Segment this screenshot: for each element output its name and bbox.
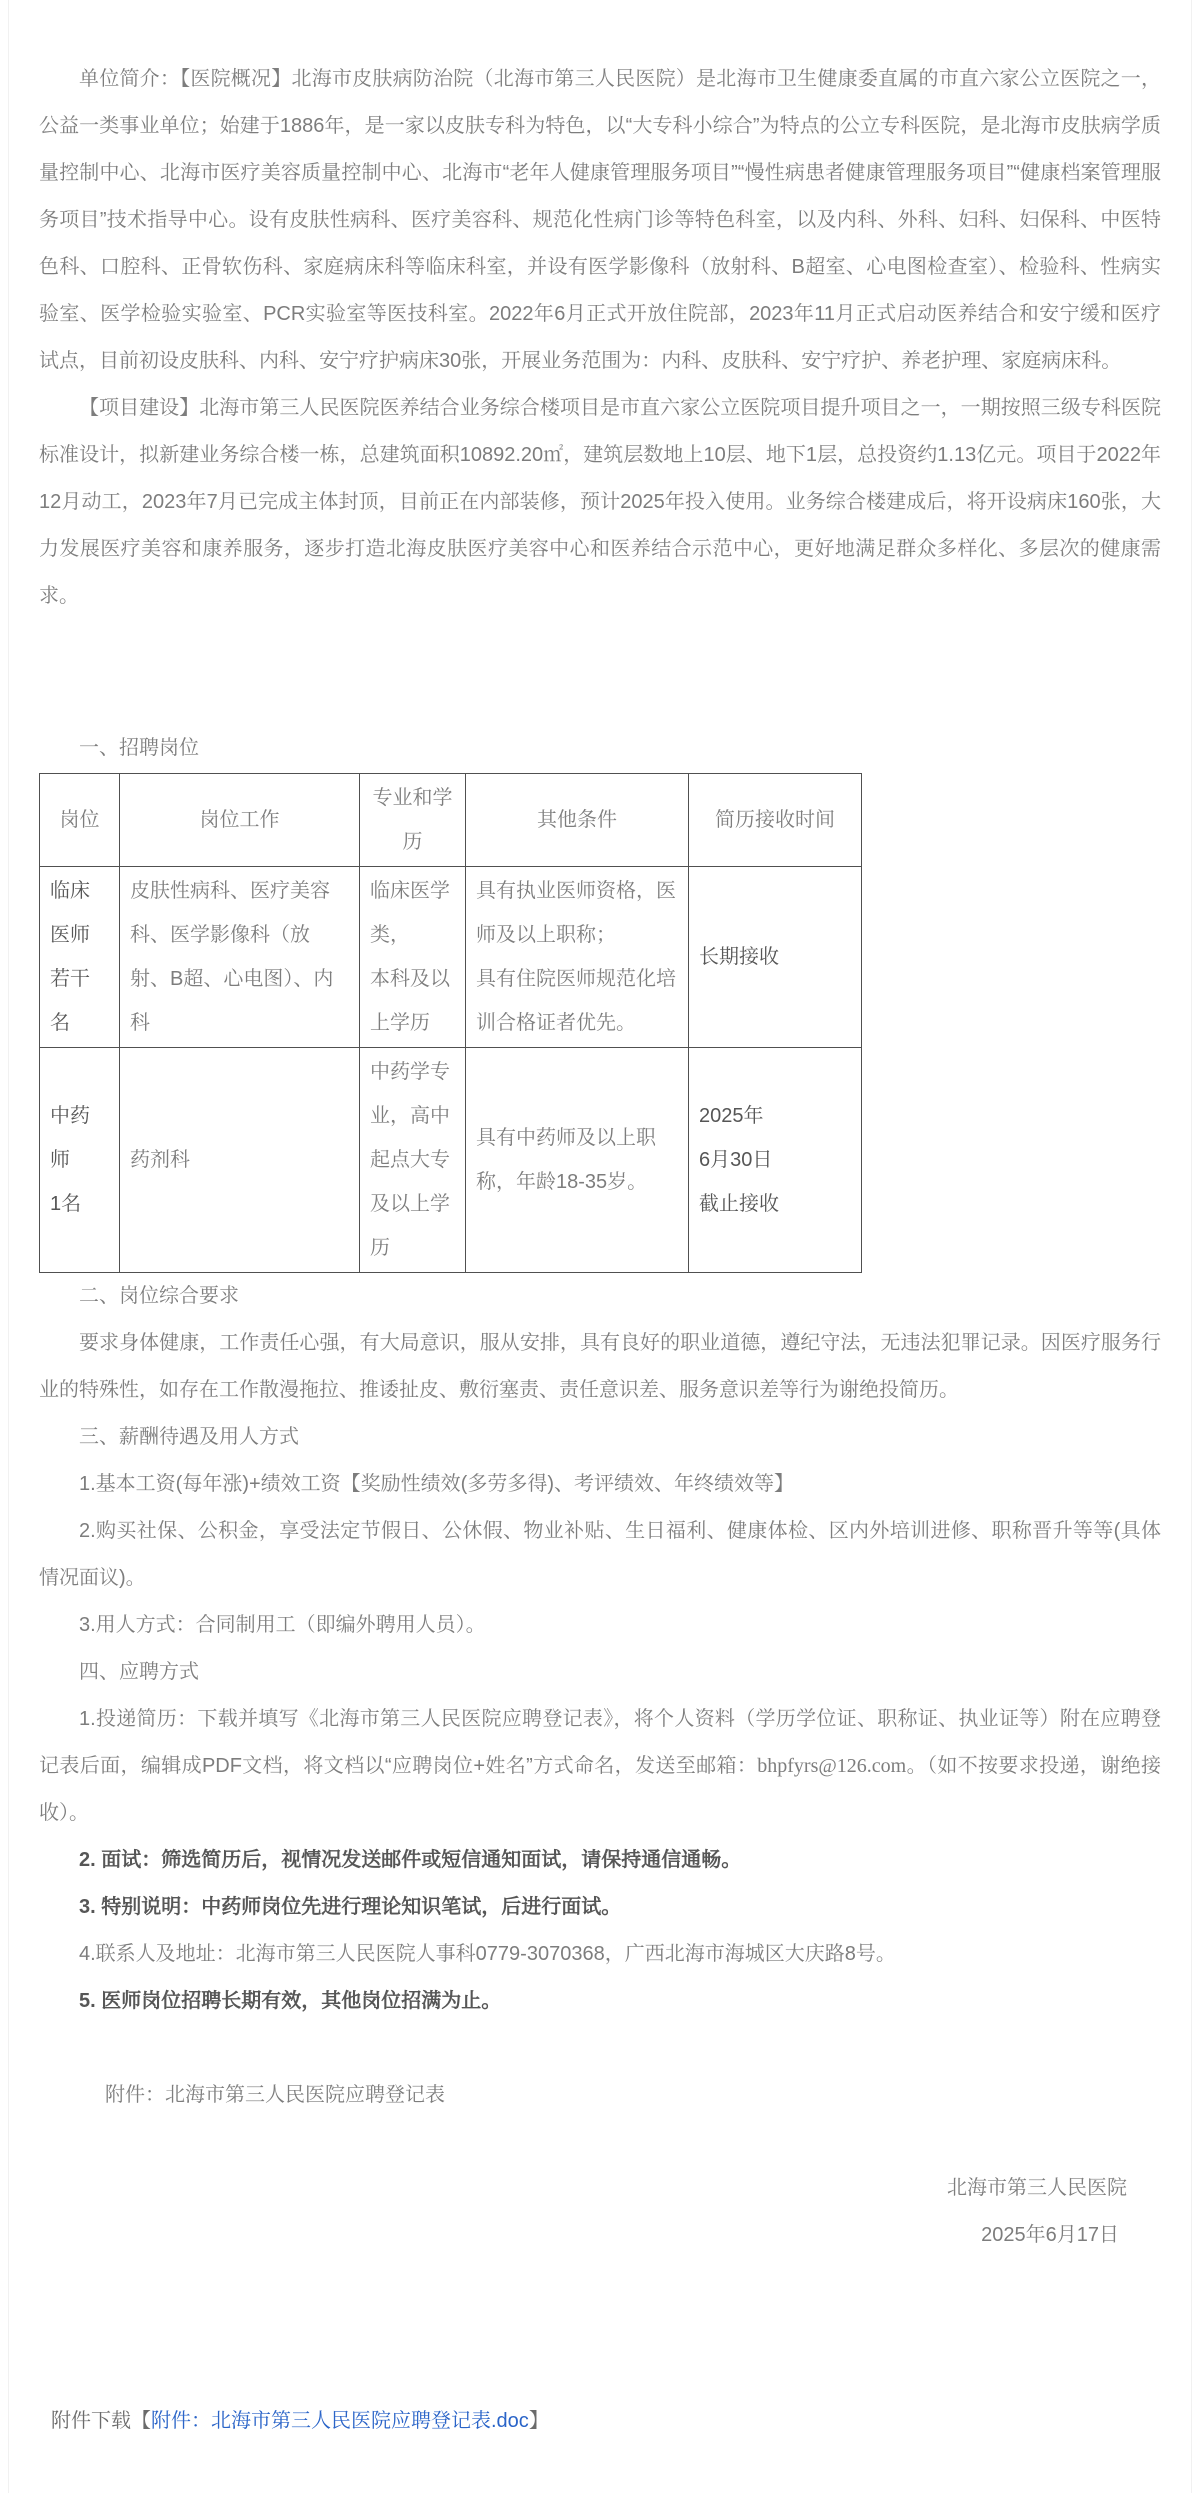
section3-title: 三、薪酬待遇及用人方式 (79, 1426, 299, 1448)
cell-major-pharmacist: 中药学专业，高中起点大专及以上学历 (360, 1048, 466, 1273)
cell-duty-pharmacist: 药剂科 (120, 1048, 360, 1273)
attachment-download-bar (39, 2409, 1161, 2433)
intro-paragraph-1: 单位简介：【医院概况】北海市皮肤病防治院（北海市第三人民医院）是北海市卫生健康委直属的市直六家公立医院之一，公益一类事业单位；始建于1886年，是一家以皮肤专科为特色，以“大专科小综合”为特点的公立专科医院，是北海市皮肤病学质量控制中心、北海市医疗美容质量控制中心、北海市“老年人健康管理服务项目”“慢性病患者健康管理服务项目”“健康档案管理服务项目”技术指导中心。设有皮肤性病科、医疗美容科、规范化性病门诊等特色科室，以及内科、外科、妇科、妇保科、中医特色科、口腔科、正骨软伤科、家庭病床科等临床科室，并设有医学影像科（放射科、B超室、心电图检查室）、检验科、性病实验室、医学检验实验室、PCR实验室等医技科室。2022年6月正式开放住院部，2023年11月正式启动医养结合和安宁缓和医疗试点，目前初设皮肤科、内科、安宁疗护病床30张，开展业务范围为：内科、皮肤科、安宁疗护、养老护理、家庭病床科。 (39, 68, 1161, 372)
cell-time-pharmacist: 2025年 6月30日 截止接收 (689, 1048, 862, 1273)
signature-date: 2025年6月17日 (981, 2224, 1119, 2246)
apply-item-2: 2. 面试：筛选简历后，视情况发送邮件或短信通知面试，请保持通信通畅。 (79, 1849, 742, 1871)
signature-block (39, 2165, 1161, 2259)
cell-condition-clinician: 具有执业医师资格，医师及以上职称； 具有住院医师规范化培训合格证者优先。 (466, 867, 689, 1048)
col-header-condition: 其他条件 (466, 774, 689, 867)
table-row-pharmacist (40, 1048, 862, 1273)
cell-condition-pharmacist: 具有中药师及以上职称，年龄18-35岁。 (466, 1048, 689, 1273)
cell-post-clinician: 临床 医师 若干名 (40, 867, 120, 1048)
attachment-download-link[interactable]: 附件：北海市第三人民医院应聘登记表.doc (151, 2410, 529, 2432)
table-row-clinician (40, 867, 862, 1048)
intro-paragraph-2: 【项目建设】北海市第三人民医院医养结合业务综合楼项目是市直六家公立医院项目提升项目之一，一期按照三级专科医院标准设计，拟新建业务综合楼一栋，总建筑面积10892.20㎡，建筑层数地上10层、地下1层，总投资约1.13亿元。项目于2022年12月动工，2023年7月已完成主体封顶，目前正在内部装修，预计2025年投入使用。业务综合楼建成后，将开设病床160张，大力发展医疗美容和康养服务，逐步打造北海皮肤医疗美容中心和医养结合示范中心，更好地满足群众多样化、多层次的健康需求。 (39, 397, 1161, 607)
attachment-download-suffix: 】 (528, 2410, 549, 2432)
apply-item-5: 5. 医师岗位招聘长期有效，其他岗位招满为止。 (79, 1990, 502, 2012)
page-frame (8, 0, 1192, 2493)
apply-item-3: 3. 特别说明：中药师岗位先进行理论知识笔试，后进行面试。 (79, 1896, 622, 1918)
article-content (9, 0, 1191, 2433)
recruitment-table (39, 773, 862, 1273)
section1-title: 一、招聘岗位 (79, 737, 199, 759)
attachment-note: 附件：北海市第三人民医院应聘登记表 (105, 2084, 445, 2106)
apply-item-1-tail: 。（如不按要求投递，谢绝接收）。 (39, 1755, 1162, 1824)
cell-post-pharmacist: 中药师 1名 (40, 1048, 120, 1273)
section2-paragraph: 要求身体健康，工作责任心强，有大局意识，服从安排，具有良好的职业道德，遵纪守法，无违法犯罪记录。因医疗服务行业的特殊性，如存在工作散漫拖拉、推诿扯皮、敷衍塞责、责任意识差、服务意识差等行为谢绝投简历。 (39, 1332, 1161, 1401)
col-header-time: 简历接收时间 (689, 774, 862, 867)
col-header-duty: 岗位工作 (120, 774, 360, 867)
cell-duty-clinician: 皮肤性病科、医疗美容科、医学影像科（放射、B超、心电图）、内科 (120, 867, 360, 1048)
col-header-post: 岗位 (40, 774, 120, 867)
section4-title: 四、应聘方式 (79, 1661, 199, 1683)
cell-time-clinician: 长期接收 (689, 867, 862, 1048)
table-header-row (40, 774, 862, 867)
section2-title: 二、岗位综合要求 (79, 1285, 239, 1307)
cell-major-clinician: 临床医学类， 本科及以上学历 (360, 867, 466, 1048)
signature-org: 北海市第三人民医院 (947, 2177, 1127, 2199)
salary-item-1: 1.基本工资(每年涨)+绩效工资【奖励性绩效(多劳多得)、考评绩效、年终绩效等】 (79, 1473, 794, 1495)
attachment-download-prefix: 附件下载【 (51, 2410, 151, 2432)
apply-item-1 (39, 1696, 1161, 1837)
apply-item-1-text: 1.投递简历：下载并填写《北海市第三人民医院应聘登记表》，将个人资料（学历学位证、职称证、执业证等）附在应聘登记表后面，编辑成PDF文档，将文档以“应聘岗位+姓名”方式命名，发送至邮箱： (39, 1708, 1161, 1777)
contact-email: bhpfyrs@126.com (757, 1755, 907, 1777)
salary-item-2: 2.购买社保、公积金，享受法定节假日、公休假、物业补贴、生日福利、健康体检、区内外培训进修、职称晋升等等(具体情况面议)。 (39, 1520, 1161, 1589)
col-header-major: 专业和学历 (360, 774, 466, 867)
salary-item-3: 3.用人方式：合同制用工（即编外聘用人员）。 (79, 1614, 486, 1636)
apply-item-4: 4.联系人及地址：北海市第三人民医院人事科0779-3070368，广西北海市海城区大庆路8号。 (79, 1943, 896, 1965)
